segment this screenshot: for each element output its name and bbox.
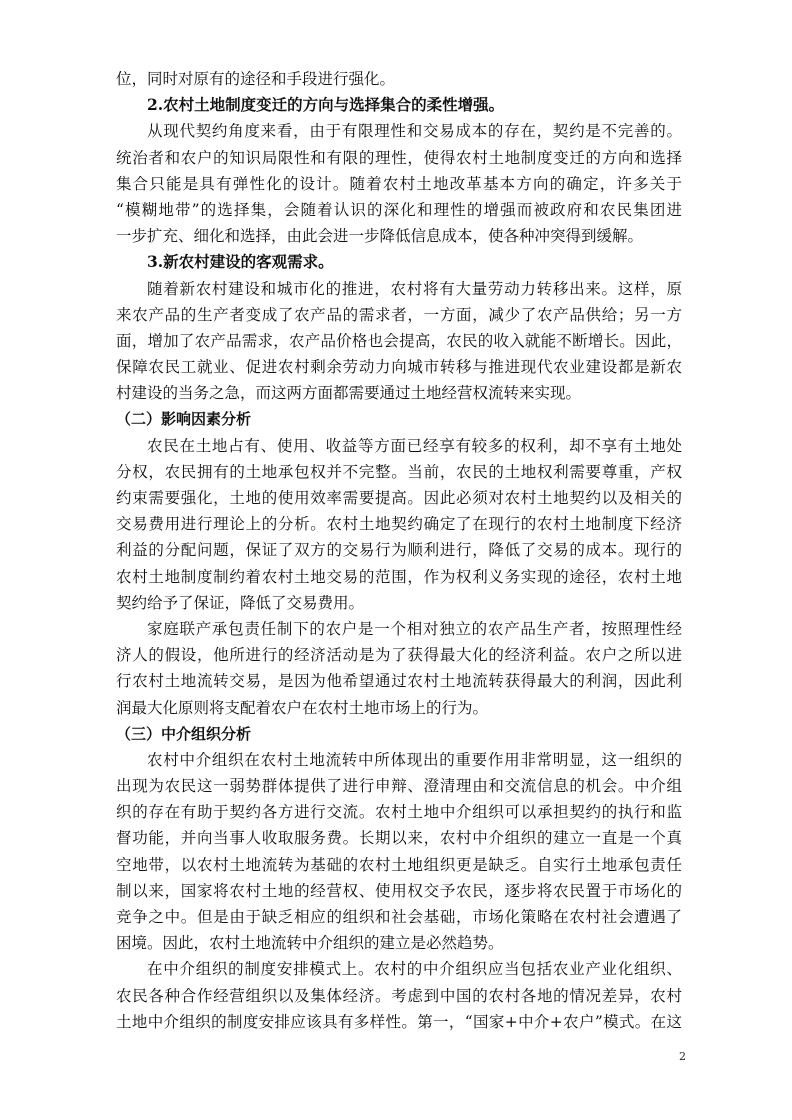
paragraph-line: 利益的分配问题，保证了双方的交易行为顺利进行，降低了交易的成本。现行的 xyxy=(116,541,682,560)
paragraph-line: 保障农民工就业、促进农村剩余劳动力向城市转移与推进现代农业建设都是新农 xyxy=(116,358,682,377)
paragraph-line: “模糊地带”的选择集，会随着认识的深化和理性的增强而被政府和农民集团进 xyxy=(116,200,682,219)
paragraph-line: 一步扩充、细化和选择，由此会进一步降低信息成本，使各种冲突得到缓解。 xyxy=(116,227,644,246)
paragraph-line: 困境。因此，农村土地流转中介组织的建立是必然趋势。 xyxy=(116,934,504,953)
paragraph-line: 农民在土地占有、使用、收益等方面已经享有较多的权利，却不享有土地处 xyxy=(147,436,682,455)
paragraph-line: 制以来，国家将农村土地的经营权、使用权交予农民，逐步将农民置于市场化的 xyxy=(116,881,682,900)
paragraph-line: 出现为农民这一弱势群体提供了进行申辩、澄清理由和交流信息的机会。中介组 xyxy=(116,777,682,796)
paragraph-line: 约束需要强化，土地的使用效率需要提高。因此必须对农村土地契约以及相关的 xyxy=(116,489,682,507)
paragraph-line: 润最大化原则将支配着农户在农村土地市场上的行为。 xyxy=(116,698,489,717)
paragraph-line: 统治者和农户的知识局限性和有限的理性，使得农村土地制度变迁的方向和选择 xyxy=(116,148,682,167)
paragraph-line: 交易费用进行理论上的分析。农村土地契约确定了在现行的农村土地制度下经济 xyxy=(116,515,682,534)
paragraph-line: 在中介组织的制度安排模式上。农村的中介组织应当包括农业产业化组织、 xyxy=(147,960,682,979)
paragraph-line: 农村中介组织在农村土地流转中所体现出的重要作用非常明显，这一组织的 xyxy=(147,750,682,769)
paragraph-line: 契约给予了保证，降低了交易费用。 xyxy=(116,593,365,612)
paragraph-line: 家庭联产承包责任制下的农户是一个相对独立的农产品生产者，按照理性经 xyxy=(147,619,682,638)
paragraph-line: 农村土地制度制约着农村土地交易的范围，作为权利义务实现的途径，农村土地 xyxy=(116,567,682,586)
paragraph-line: 土地中介组织的制度安排应该具有多样性。第一，“国家+中介+农户”模式。在这 xyxy=(116,1012,682,1031)
paragraph-line: 位，同时对原有的途径和手段进行强化。 xyxy=(116,70,396,88)
section-heading: （三）中介组织分析 xyxy=(116,724,252,743)
paragraph-line: 来农产品的生产者变成了农产品的需求者，一方面，减少了农产品供给；另一方 xyxy=(116,305,682,324)
paragraph-line: 竞争之中。但是由于缺乏相应的组织和社会基础，市场化策略在农村社会遭遇了 xyxy=(116,908,682,926)
paragraph-line: 从现代契约角度来看，由于有限理性和交易成本的存在，契约是不完善的。 xyxy=(147,122,682,141)
paragraph-line: 空地带，以农村土地流转为基础的农村土地组织更是缺乏。自实行土地承包责任 xyxy=(116,855,682,874)
paragraph-line: 农民各种合作经营组织以及集体经济。考虑到中国的农村各地的情况差异，农村 xyxy=(116,986,682,1005)
paragraph-line: 督功能，并向当事人收取服务费。长期以来，农村中介组织的建立一直是一个真 xyxy=(116,829,682,848)
paragraph-line: 集合只能是具有弹性化的设计。随着农村土地改革基本方向的确定，许多关于 xyxy=(116,174,682,193)
paragraph-line: 济人的假设，他所进行的经济活动是为了获得最大化的经济利益。农户之所以进 xyxy=(116,646,682,665)
paragraph-line: 行农村土地流转交易，是因为他希望通过农村土地流转获得最大的利润，因此利 xyxy=(116,672,682,691)
document-body xyxy=(116,66,682,1035)
paragraph-line: 面，增加了农产品需求，农产品价格也会提高，农民的收入就能不断增长。因此， xyxy=(116,331,682,350)
paragraph-line: 随着新农村建设和城市化的推进，农村将有大量劳动力转移出来。这样，原 xyxy=(147,279,682,298)
subheading: 2.农村土地制度变迁的方向与选择集合的柔性增强。 xyxy=(147,95,505,115)
subheading: 3.新农村建设的客观需求。 xyxy=(147,252,334,272)
paragraph-line: 分权，农民拥有的土地承包权并不完整。当前，农民的土地权利需要尊重，产权 xyxy=(116,462,682,481)
paragraph-line: 村建设的当务之急，而这两方面都需要通过土地经营权流转来实现。 xyxy=(116,384,582,403)
page-number: 2 xyxy=(679,1050,686,1063)
paragraph-line: 织的存在有助于契约各方进行交流。农村土地中介组织可以承担契约的执行和监 xyxy=(116,803,682,822)
section-heading: （二）影响因素分析 xyxy=(116,410,252,429)
